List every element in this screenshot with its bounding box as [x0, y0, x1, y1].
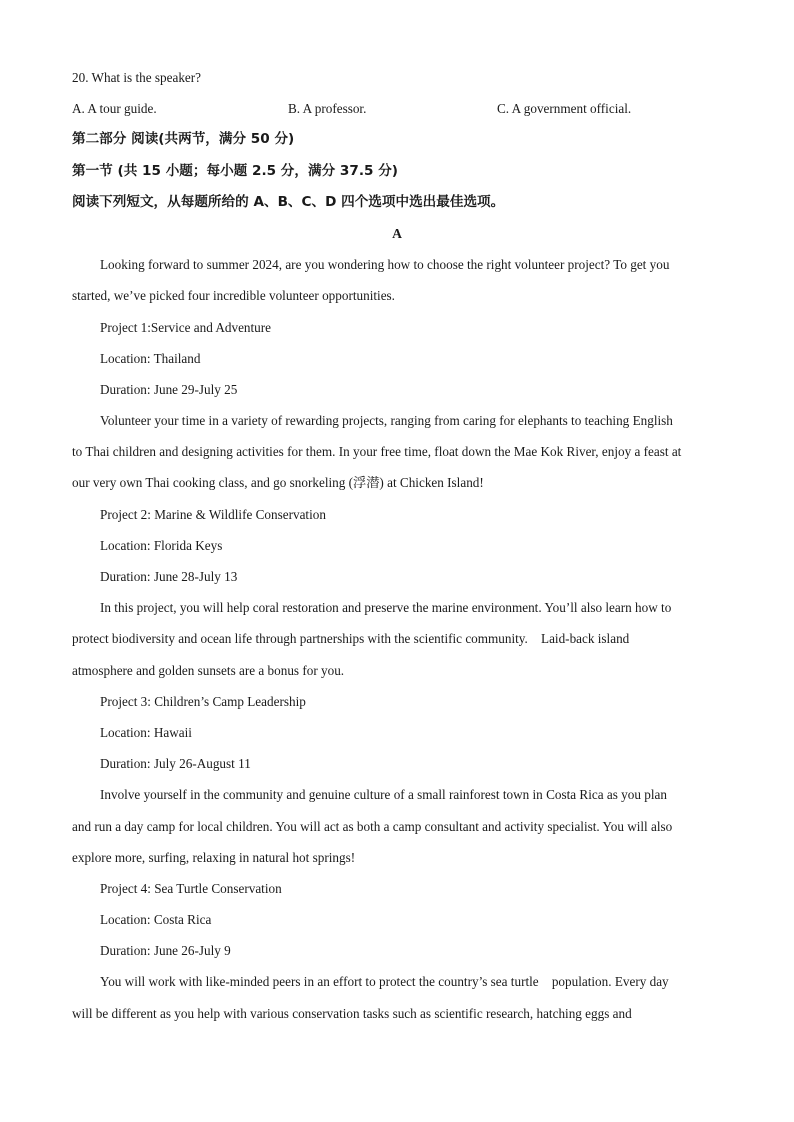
question-20-options: [72, 93, 722, 124]
passage-letter: A: [392, 225, 402, 241]
project-3-desc-line: Involve yourself in the community and genuine culture of a small rainforest town in Costa Rica as you plan: [100, 787, 667, 803]
project-3-desc-line: and run a day camp for local children. You will act as both a camp consultant and activity specialist. You will also: [72, 818, 673, 834]
project-1-desc-line: Volunteer your time in a variety of rewarding projects, ranging from caring for elephants to teaching English: [100, 413, 673, 429]
project-4-desc-line: You will work with like-minded peers in an effort to protect the country’s sea turtle population. Every day: [100, 974, 669, 990]
project-2-location: Location: Florida Keys: [100, 537, 223, 553]
option-c: C. A government official.: [497, 101, 632, 117]
project-4-desc-line: will be different as you help with various conservation tasks such as scientific research, hatching eggs and: [72, 1005, 632, 1021]
part-2-title: 第二部分 阅读(共两节，满分 50 分): [72, 131, 295, 148]
project-4-duration: Duration: June 26-July 9: [100, 943, 231, 959]
option-b: B. A professor.: [288, 101, 367, 117]
project-4-location: Location: Costa Rica: [100, 912, 212, 928]
project-4-name: Project 4: Sea Turtle Conservation: [100, 880, 282, 896]
project-2-name: Project 2: Marine & Wildlife Conservation: [100, 506, 326, 522]
intro-line-1: Looking forward to summer 2024, are you wondering how to choose the right volunteer project? To get you: [100, 257, 670, 273]
project-1-duration: Duration: June 29-July 25: [100, 381, 238, 397]
section-1-title: 第一节 (共 15 小题；每小题 2.5 分，满分 37.5 分): [72, 162, 398, 179]
option-a: A. A tour guide.: [72, 101, 157, 117]
project-1-location: Location: Thailand: [100, 350, 201, 366]
project-2-desc-line: atmosphere and golden sunsets are a bonus for you.: [72, 662, 345, 678]
project-3-duration: Duration: July 26-August 11: [100, 756, 251, 772]
question-20-stem: 20. What is the speaker?: [72, 70, 202, 85]
exam-page: [72, 62, 722, 1029]
project-2-desc-line: protect biodiversity and ocean life through partnerships with the scientific community. Laid-back island: [72, 631, 630, 647]
project-1-name: Project 1:Service and Adventure: [100, 319, 272, 335]
project-3-name: Project 3: Children’s Camp Leadership: [100, 693, 306, 709]
project-1-desc-line: to Thai children and designing activities for them. In your free time, float down the Mae Kok River, enjoy a feast at: [72, 444, 682, 460]
project-3-location: Location: Hawaii: [100, 724, 192, 740]
reading-instruction: 阅读下列短文，从每题所给的 A、B、C、D 四个选项中选出最佳选项。: [72, 193, 505, 210]
project-3-desc-line: explore more, surfing, relaxing in natural hot springs!: [72, 849, 356, 865]
project-2-desc-line: In this project, you will help coral restoration and preserve the marine environment. You’ll also learn how to: [100, 600, 672, 616]
project-2-duration: Duration: June 28-July 13: [100, 569, 238, 584]
project-1-desc-line: our very own Thai cooking class, and go snorkeling (浮潜) at Chicken Island!: [72, 475, 484, 491]
intro-line-2: started, we’ve picked four incredible volunteer opportunities.: [72, 288, 395, 304]
